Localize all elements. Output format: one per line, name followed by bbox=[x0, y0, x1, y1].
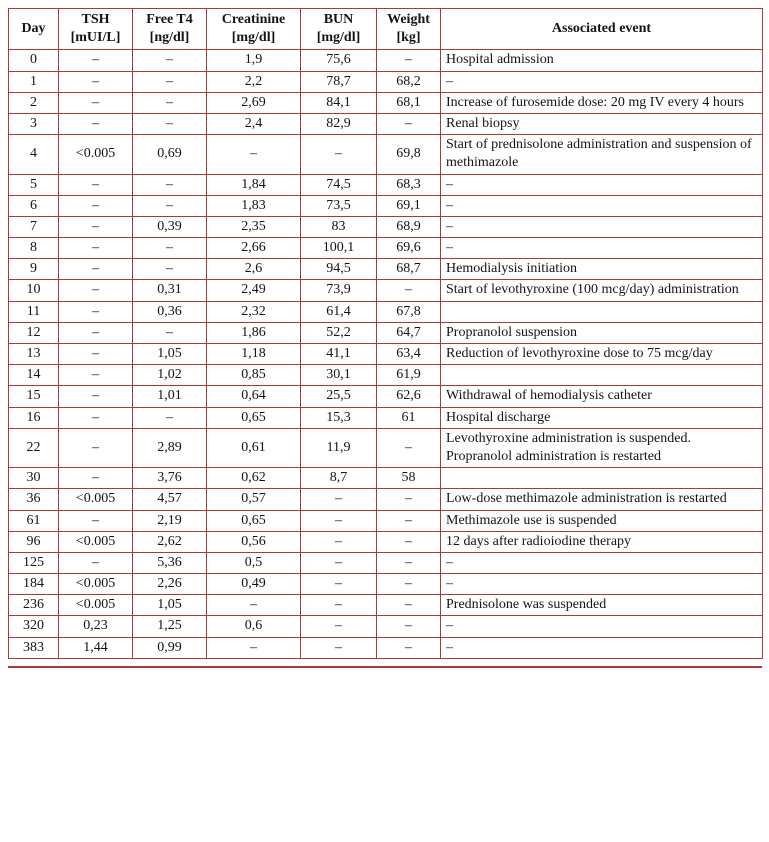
weight-cell: – bbox=[377, 50, 441, 71]
column-label: Creatinine bbox=[221, 12, 286, 27]
table-row bbox=[9, 407, 763, 428]
tsh-cell: 1,44 bbox=[59, 637, 133, 658]
event-cell: Start of prednisolone administration and suspension of methimazole bbox=[441, 135, 763, 174]
weight-cell: 62,6 bbox=[377, 386, 441, 407]
table-row bbox=[9, 468, 763, 489]
table-body bbox=[9, 50, 763, 658]
creatinine-cell: 1,84 bbox=[207, 174, 301, 195]
table-row bbox=[9, 489, 763, 510]
table-row bbox=[9, 92, 763, 113]
day-cell: 3 bbox=[9, 113, 59, 134]
weight-cell: 68,1 bbox=[377, 92, 441, 113]
tsh-cell: – bbox=[59, 280, 133, 301]
day-cell: 10 bbox=[9, 280, 59, 301]
free-t4-cell: – bbox=[133, 71, 207, 92]
weight-cell: – bbox=[377, 574, 441, 595]
tsh-cell: – bbox=[59, 322, 133, 343]
table-row bbox=[9, 50, 763, 71]
tsh-cell: – bbox=[59, 344, 133, 365]
free-t4-cell: 2,89 bbox=[133, 428, 207, 467]
day-cell: 9 bbox=[9, 259, 59, 280]
creatinine-cell: 2,2 bbox=[207, 71, 301, 92]
weight-cell: 58 bbox=[377, 468, 441, 489]
bun-cell: 94,5 bbox=[301, 259, 377, 280]
bun-cell: 74,5 bbox=[301, 174, 377, 195]
tsh-cell: – bbox=[59, 386, 133, 407]
table-row bbox=[9, 344, 763, 365]
day-cell: 96 bbox=[9, 531, 59, 552]
column-header-free-t4 bbox=[133, 9, 207, 50]
creatinine-cell: 1,83 bbox=[207, 195, 301, 216]
weight-cell: – bbox=[377, 489, 441, 510]
bun-cell: 61,4 bbox=[301, 301, 377, 322]
day-cell: 15 bbox=[9, 386, 59, 407]
creatinine-cell: 2,66 bbox=[207, 238, 301, 259]
weight-cell: – bbox=[377, 280, 441, 301]
creatinine-cell: 2,35 bbox=[207, 216, 301, 237]
weight-cell: – bbox=[377, 595, 441, 616]
tsh-cell: – bbox=[59, 301, 133, 322]
tsh-cell: – bbox=[59, 552, 133, 573]
tsh-cell: – bbox=[59, 174, 133, 195]
weight-cell: 68,3 bbox=[377, 174, 441, 195]
free-t4-cell: – bbox=[133, 195, 207, 216]
bun-cell: 11,9 bbox=[301, 428, 377, 467]
free-t4-cell: 2,19 bbox=[133, 510, 207, 531]
creatinine-cell: 0,6 bbox=[207, 616, 301, 637]
creatinine-cell: 2,4 bbox=[207, 113, 301, 134]
table-row bbox=[9, 238, 763, 259]
column-unit: [mg/dl] bbox=[231, 30, 276, 46]
bun-cell: 15,3 bbox=[301, 407, 377, 428]
column-label: Associated event bbox=[551, 21, 652, 37]
creatinine-cell: 0,62 bbox=[207, 468, 301, 489]
table-row bbox=[9, 637, 763, 658]
table-row bbox=[9, 386, 763, 407]
table-row bbox=[9, 595, 763, 616]
table-row bbox=[9, 301, 763, 322]
column-unit: [ng/dl] bbox=[149, 30, 190, 46]
bun-cell: 100,1 bbox=[301, 238, 377, 259]
weight-cell: – bbox=[377, 510, 441, 531]
day-cell: 184 bbox=[9, 574, 59, 595]
bun-cell: 73,9 bbox=[301, 280, 377, 301]
day-cell: 2 bbox=[9, 92, 59, 113]
day-cell: 6 bbox=[9, 195, 59, 216]
free-t4-cell: 1,25 bbox=[133, 616, 207, 637]
free-t4-cell: 0,39 bbox=[133, 216, 207, 237]
creatinine-cell: 2,32 bbox=[207, 301, 301, 322]
column-header-day bbox=[9, 9, 59, 50]
table-row bbox=[9, 216, 763, 237]
creatinine-cell: 0,56 bbox=[207, 531, 301, 552]
free-t4-cell: – bbox=[133, 322, 207, 343]
event-cell bbox=[441, 301, 763, 322]
tsh-cell: – bbox=[59, 216, 133, 237]
event-cell: Hospital admission bbox=[441, 50, 763, 71]
tsh-cell: – bbox=[59, 259, 133, 280]
day-cell: 14 bbox=[9, 365, 59, 386]
tsh-cell: – bbox=[59, 510, 133, 531]
free-t4-cell: – bbox=[133, 407, 207, 428]
tsh-cell: – bbox=[59, 113, 133, 134]
event-cell: – bbox=[441, 616, 763, 637]
free-t4-cell: 3,76 bbox=[133, 468, 207, 489]
creatinine-cell: 2,69 bbox=[207, 92, 301, 113]
bun-cell: 52,2 bbox=[301, 322, 377, 343]
free-t4-cell: 5,36 bbox=[133, 552, 207, 573]
day-cell: 4 bbox=[9, 135, 59, 174]
weight-cell: – bbox=[377, 616, 441, 637]
event-cell: – bbox=[441, 637, 763, 658]
bun-cell: 83 bbox=[301, 216, 377, 237]
event-cell: Levothyroxine administration is suspended. Propranolol administration is restarted bbox=[441, 428, 763, 467]
weight-cell: 67,8 bbox=[377, 301, 441, 322]
event-cell bbox=[441, 365, 763, 386]
free-t4-cell: – bbox=[133, 238, 207, 259]
creatinine-cell: 0,65 bbox=[207, 510, 301, 531]
day-cell: 12 bbox=[9, 322, 59, 343]
free-t4-cell: 0,36 bbox=[133, 301, 207, 322]
free-t4-cell: 0,99 bbox=[133, 637, 207, 658]
free-t4-cell: – bbox=[133, 50, 207, 71]
creatinine-cell: 1,9 bbox=[207, 50, 301, 71]
bottom-rule bbox=[8, 666, 762, 668]
table-row bbox=[9, 113, 763, 134]
creatinine-cell: 0,65 bbox=[207, 407, 301, 428]
tsh-cell: <0.005 bbox=[59, 135, 133, 174]
tsh-cell: – bbox=[59, 365, 133, 386]
bun-cell: 73,5 bbox=[301, 195, 377, 216]
weight-cell: 69,6 bbox=[377, 238, 441, 259]
bun-cell: – bbox=[301, 637, 377, 658]
table-header bbox=[9, 9, 763, 50]
lab-values-table bbox=[8, 8, 763, 659]
table-row bbox=[9, 531, 763, 552]
free-t4-cell: 0,69 bbox=[133, 135, 207, 174]
bun-cell: – bbox=[301, 552, 377, 573]
table-row bbox=[9, 616, 763, 637]
weight-cell: 61 bbox=[377, 407, 441, 428]
table-row bbox=[9, 428, 763, 467]
day-cell: 22 bbox=[9, 428, 59, 467]
free-t4-cell: 0,31 bbox=[133, 280, 207, 301]
table-row bbox=[9, 135, 763, 174]
free-t4-cell: 1,02 bbox=[133, 365, 207, 386]
event-cell: – bbox=[441, 216, 763, 237]
day-cell: 8 bbox=[9, 238, 59, 259]
creatinine-cell: 0,64 bbox=[207, 386, 301, 407]
bun-cell: – bbox=[301, 531, 377, 552]
header-row bbox=[9, 9, 763, 50]
table-row bbox=[9, 195, 763, 216]
tsh-cell: <0.005 bbox=[59, 595, 133, 616]
table-row bbox=[9, 259, 763, 280]
table-row bbox=[9, 71, 763, 92]
table-row bbox=[9, 174, 763, 195]
event-cell: Low-dose methimazole administration is restarted bbox=[441, 489, 763, 510]
table-row bbox=[9, 365, 763, 386]
weight-cell: – bbox=[377, 531, 441, 552]
event-cell bbox=[441, 468, 763, 489]
creatinine-cell: 1,18 bbox=[207, 344, 301, 365]
event-cell: 12 days after radioiodine therapy bbox=[441, 531, 763, 552]
event-cell: Hospital discharge bbox=[441, 407, 763, 428]
column-header-bun bbox=[301, 9, 377, 50]
table-row bbox=[9, 552, 763, 573]
bun-cell: 84,1 bbox=[301, 92, 377, 113]
column-header-creatinine bbox=[207, 9, 301, 50]
creatinine-cell: – bbox=[207, 135, 301, 174]
event-cell: Renal biopsy bbox=[441, 113, 763, 134]
tsh-cell: – bbox=[59, 468, 133, 489]
day-cell: 30 bbox=[9, 468, 59, 489]
column-header-tsh bbox=[59, 9, 133, 50]
event-cell: Increase of furosemide dose: 20 mg IV every 4 hours bbox=[441, 92, 763, 113]
event-cell: Methimazole use is suspended bbox=[441, 510, 763, 531]
day-cell: 11 bbox=[9, 301, 59, 322]
free-t4-cell: 1,05 bbox=[133, 595, 207, 616]
day-cell: 13 bbox=[9, 344, 59, 365]
tsh-cell: <0.005 bbox=[59, 489, 133, 510]
table-row bbox=[9, 574, 763, 595]
creatinine-cell: 1,86 bbox=[207, 322, 301, 343]
weight-cell: 68,7 bbox=[377, 259, 441, 280]
event-cell: Prednisolone was suspended bbox=[441, 595, 763, 616]
creatinine-cell: – bbox=[207, 637, 301, 658]
creatinine-cell: – bbox=[207, 595, 301, 616]
tsh-cell: – bbox=[59, 195, 133, 216]
bun-cell: 30,1 bbox=[301, 365, 377, 386]
bun-cell: – bbox=[301, 595, 377, 616]
tsh-cell: <0.005 bbox=[59, 531, 133, 552]
column-label: Free T4 bbox=[146, 12, 193, 27]
event-cell: – bbox=[441, 195, 763, 216]
day-cell: 16 bbox=[9, 407, 59, 428]
event-cell: – bbox=[441, 174, 763, 195]
free-t4-cell: 2,62 bbox=[133, 531, 207, 552]
creatinine-cell: 2,6 bbox=[207, 259, 301, 280]
weight-cell: 68,2 bbox=[377, 71, 441, 92]
tsh-cell: 0,23 bbox=[59, 616, 133, 637]
bun-cell: – bbox=[301, 574, 377, 595]
day-cell: 36 bbox=[9, 489, 59, 510]
free-t4-cell: – bbox=[133, 174, 207, 195]
bun-cell: – bbox=[301, 510, 377, 531]
bun-cell: 78,7 bbox=[301, 71, 377, 92]
bun-cell: – bbox=[301, 616, 377, 637]
weight-cell: 63,4 bbox=[377, 344, 441, 365]
column-header-weight bbox=[377, 9, 441, 50]
weight-cell: – bbox=[377, 113, 441, 134]
event-cell: Propranolol suspension bbox=[441, 322, 763, 343]
column-label: TSH bbox=[81, 12, 110, 27]
day-cell: 383 bbox=[9, 637, 59, 658]
table-row bbox=[9, 510, 763, 531]
creatinine-cell: 0,49 bbox=[207, 574, 301, 595]
column-header-event bbox=[441, 9, 763, 50]
tsh-cell: – bbox=[59, 407, 133, 428]
free-t4-cell: – bbox=[133, 113, 207, 134]
weight-cell: 68,9 bbox=[377, 216, 441, 237]
event-cell: – bbox=[441, 552, 763, 573]
tsh-cell: – bbox=[59, 92, 133, 113]
weight-cell: – bbox=[377, 552, 441, 573]
free-t4-cell: – bbox=[133, 92, 207, 113]
column-unit: [kg] bbox=[396, 30, 421, 46]
free-t4-cell: 2,26 bbox=[133, 574, 207, 595]
free-t4-cell: – bbox=[133, 259, 207, 280]
weight-cell: – bbox=[377, 428, 441, 467]
weight-cell: – bbox=[377, 637, 441, 658]
column-unit: [mUI/L] bbox=[70, 30, 121, 46]
column-label: BUN bbox=[323, 12, 354, 27]
tsh-cell: – bbox=[59, 71, 133, 92]
day-cell: 7 bbox=[9, 216, 59, 237]
day-cell: 0 bbox=[9, 50, 59, 71]
bun-cell: 8,7 bbox=[301, 468, 377, 489]
day-cell: 125 bbox=[9, 552, 59, 573]
day-cell: 61 bbox=[9, 510, 59, 531]
table-row bbox=[9, 322, 763, 343]
weight-cell: 61,9 bbox=[377, 365, 441, 386]
column-label: Day bbox=[21, 21, 46, 37]
creatinine-cell: 0,61 bbox=[207, 428, 301, 467]
free-t4-cell: 1,01 bbox=[133, 386, 207, 407]
bun-cell: 41,1 bbox=[301, 344, 377, 365]
creatinine-cell: 2,49 bbox=[207, 280, 301, 301]
bun-cell: 25,5 bbox=[301, 386, 377, 407]
tsh-cell: – bbox=[59, 50, 133, 71]
weight-cell: 64,7 bbox=[377, 322, 441, 343]
tsh-cell: – bbox=[59, 238, 133, 259]
bun-cell: – bbox=[301, 135, 377, 174]
creatinine-cell: 0,57 bbox=[207, 489, 301, 510]
weight-cell: 69,8 bbox=[377, 135, 441, 174]
free-t4-cell: 1,05 bbox=[133, 344, 207, 365]
weight-cell: 69,1 bbox=[377, 195, 441, 216]
day-cell: 320 bbox=[9, 616, 59, 637]
day-cell: 236 bbox=[9, 595, 59, 616]
bun-cell: 82,9 bbox=[301, 113, 377, 134]
event-cell: – bbox=[441, 574, 763, 595]
event-cell: Withdrawal of hemodialysis catheter bbox=[441, 386, 763, 407]
event-cell: Reduction of levothyroxine dose to 75 mcg/day bbox=[441, 344, 763, 365]
creatinine-cell: 0,85 bbox=[207, 365, 301, 386]
event-cell: – bbox=[441, 238, 763, 259]
day-cell: 5 bbox=[9, 174, 59, 195]
tsh-cell: – bbox=[59, 428, 133, 467]
event-cell: Start of levothyroxine (100 mcg/day) administration bbox=[441, 280, 763, 301]
day-cell: 1 bbox=[9, 71, 59, 92]
table-row bbox=[9, 280, 763, 301]
column-unit: [mg/dl] bbox=[316, 30, 361, 46]
bun-cell: 75,6 bbox=[301, 50, 377, 71]
column-label: Weight bbox=[387, 12, 430, 27]
tsh-cell: <0.005 bbox=[59, 574, 133, 595]
event-cell: – bbox=[441, 71, 763, 92]
bun-cell: – bbox=[301, 489, 377, 510]
event-cell: Hemodialysis initiation bbox=[441, 259, 763, 280]
creatinine-cell: 0,5 bbox=[207, 552, 301, 573]
free-t4-cell: 4,57 bbox=[133, 489, 207, 510]
